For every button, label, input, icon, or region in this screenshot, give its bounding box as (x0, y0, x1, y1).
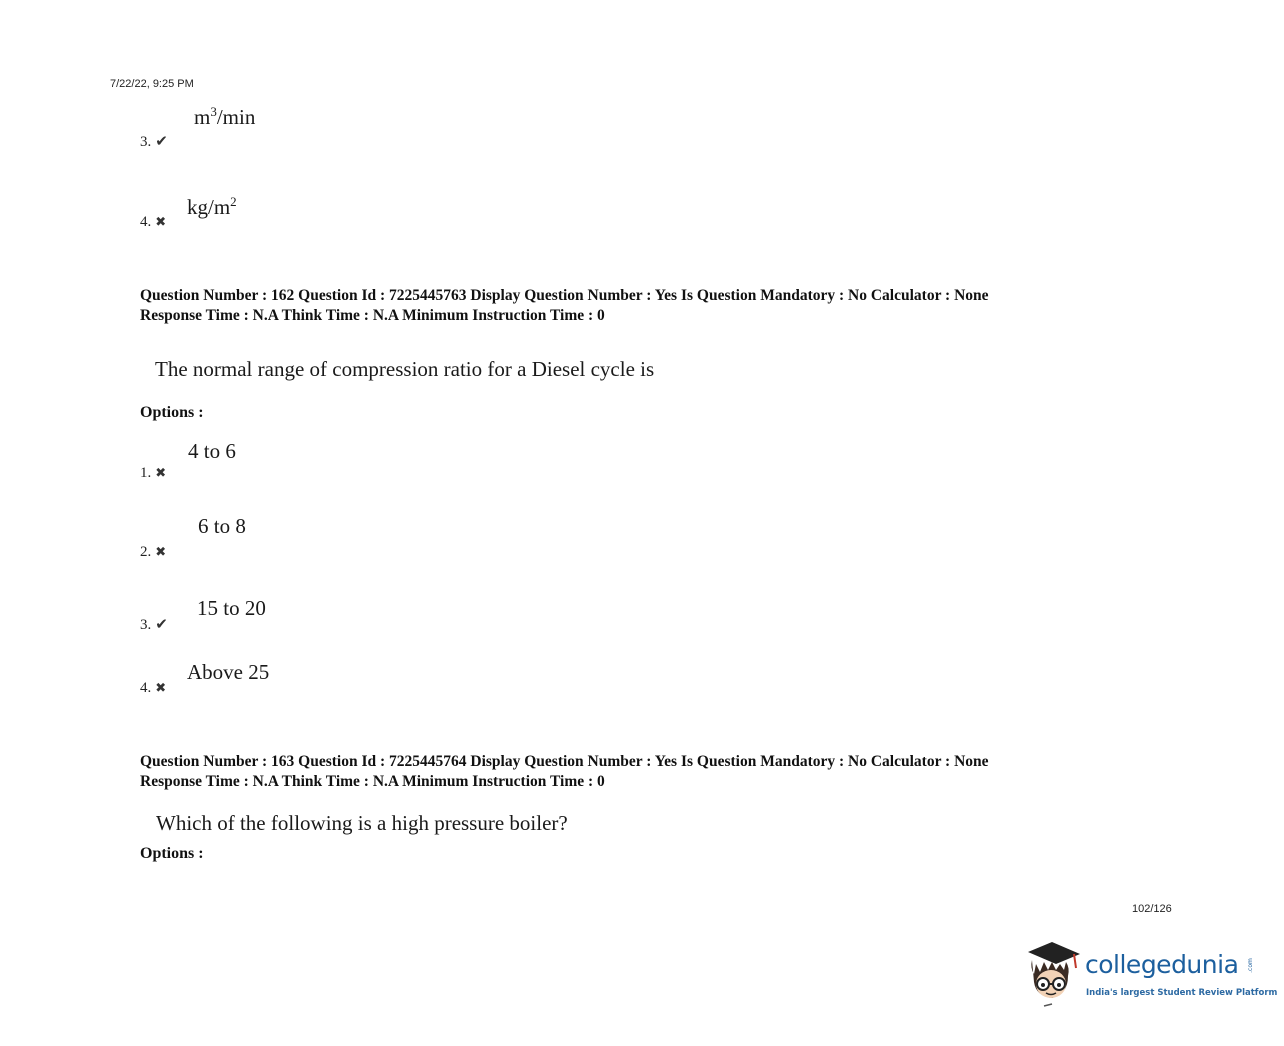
logo-domain-suffix: .com (1246, 958, 1254, 973)
question-meta-line-2: Response Time : N.A Think Time : N.A Minimum Instruction Time : 0 (140, 773, 605, 790)
option-text-main: m (194, 105, 211, 129)
cross-icon: ✖ (155, 544, 167, 559)
check-icon: ✔ (155, 617, 168, 633)
page-number: 102/126 (1132, 903, 1172, 915)
option-text-tail: /min (216, 105, 256, 129)
question-text: Which of the following is a high pressure boiler? (156, 811, 568, 835)
cross-icon: ✖ (155, 680, 167, 695)
option-text (187, 194, 237, 220)
option-number: 4. (140, 680, 152, 696)
option-text-superscript: 3 (210, 104, 217, 119)
option-text-superscript: 2 (230, 194, 237, 209)
logo-wordmark: collegedunia (1085, 950, 1239, 979)
collegedunia-mascot-icon (1022, 938, 1086, 1010)
cross-icon: ✖ (155, 465, 167, 480)
question-meta-line-1: Question Number : 163 Question Id : 7225445764 Display Question Number : Yes Is Question Mandatory : No Calculator : None (140, 753, 989, 770)
option-number: 3. (140, 134, 152, 150)
option-number: 1. (140, 465, 152, 481)
question-text: The normal range of compression ratio for a Diesel cycle is (155, 357, 655, 381)
question-meta-line-1: Question Number : 162 Question Id : 7225445763 Display Question Number : Yes Is Question Mandatory : No Calculator : None (140, 287, 989, 304)
question-meta (140, 752, 989, 792)
print-timestamp: 7/22/22, 9:25 PM (110, 78, 194, 90)
options-label: Options : (140, 845, 204, 862)
option-number: 2. (140, 544, 152, 560)
check-icon: ✔ (155, 134, 168, 150)
question-meta-line-2: Response Time : N.A Think Time : N.A Minimum Instruction Time : 0 (140, 307, 605, 324)
option-text-main: kg/m (187, 195, 231, 219)
option-row (140, 132, 168, 151)
option-text (194, 104, 255, 130)
option-row (140, 213, 166, 231)
options-label: Options : (140, 404, 204, 421)
option-text: 6 to 8 (198, 514, 246, 538)
cross-icon: ✖ (155, 214, 167, 229)
logo-tagline: India's largest Student Review Platform (1086, 988, 1278, 998)
option-row (140, 464, 166, 482)
question-meta (140, 286, 989, 326)
option-number: 3. (140, 617, 152, 633)
option-text: Above 25 (187, 660, 270, 684)
option-text: 4 to 6 (188, 439, 236, 463)
option-row (140, 543, 166, 561)
option-number: 4. (140, 214, 152, 230)
option-row (140, 615, 168, 634)
option-text: 15 to 20 (197, 596, 266, 620)
option-row (140, 679, 166, 697)
